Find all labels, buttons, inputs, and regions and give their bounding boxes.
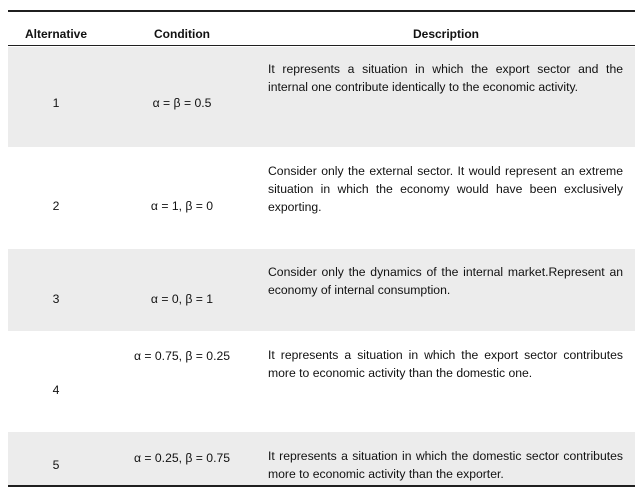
table-cell-condition: α = 1, β = 0 — [150, 199, 214, 213]
table-cell-description: Consider only the dynamics of the internal market.Represent an economy of internal consumption. — [268, 265, 623, 297]
table-bottom-rule — [8, 485, 635, 487]
table-cell-description: It represents a situation in which the export sector contributes more to economic activity than the domestic one. — [268, 348, 623, 380]
table-cell-description: Consider only the external sector. It would represent an extreme situation in which the economy would have been exclusively exporting. — [268, 164, 623, 214]
column-header-description: Description — [412, 27, 479, 41]
table-cell-condition: α = β = 0.5 — [152, 96, 212, 110]
table-cell-alternative: 4 — [52, 383, 60, 397]
table-cell-description: It represents a situation in which the domestic sector contributes more to economic activity than the exporter. — [268, 449, 623, 481]
table-cell-alternative: 3 — [52, 292, 60, 306]
table-top-rule — [8, 10, 635, 12]
table-cell-alternative: 1 — [52, 96, 60, 110]
column-header-alternative: Alternative — [24, 27, 88, 41]
table-cell-alternative: 2 — [52, 199, 60, 213]
table-cell-condition: α = 0, β = 1 — [150, 292, 214, 306]
table-cell-condition: α = 0.25, β = 0.75 — [133, 451, 231, 465]
table-cell-condition: α = 0.75, β = 0.25 — [133, 349, 231, 363]
table-cell-alternative: 5 — [52, 458, 60, 472]
column-header-condition: Condition — [154, 27, 210, 41]
table-header-rule — [8, 45, 635, 46]
table-cell-description: It represents a situation in which the export sector and the internal one contribute identically to the economic activity. — [268, 62, 623, 94]
